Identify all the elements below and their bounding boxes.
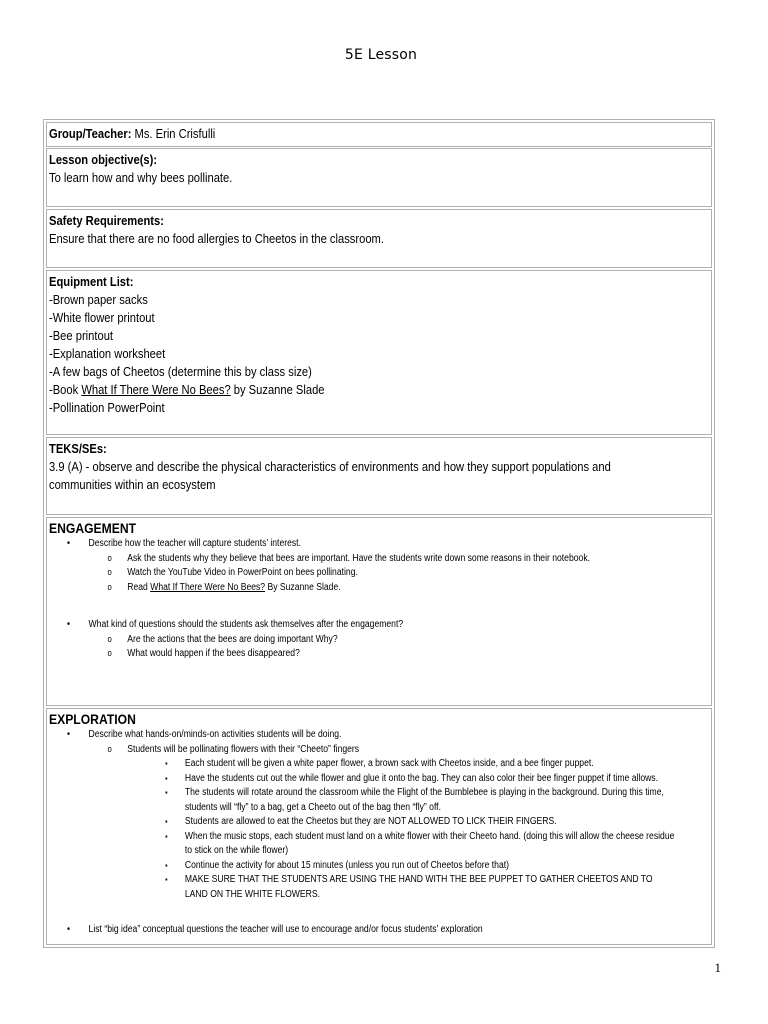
teks-text: communities within an ecosystem xyxy=(49,477,216,492)
objective-cell xyxy=(46,148,712,207)
engagement-sub-item: o Ask the students why they believe that bees are important. Have the students write down some reasons in their notebook. xyxy=(49,552,706,567)
engagement-list xyxy=(49,537,706,662)
equipment-label: Equipment List: xyxy=(49,274,134,289)
exploration-bullet: • List “big idea” conceptual questions the teacher will use to encourage and/or focus students’ exploration xyxy=(49,923,706,938)
exploration-step: ▪ Students are allowed to eat the Cheetos but they are NOT ALLOWED TO LICK THEIR FINGERS. xyxy=(49,815,706,830)
safety-label: Safety Requirements: xyxy=(49,213,164,228)
equipment-item: -A few bags of Cheetos (determine this by class size) xyxy=(49,364,312,379)
group-teacher-label: Group/Teacher: xyxy=(49,126,132,141)
safety-cell xyxy=(46,209,712,268)
objective-label: Lesson objective(s): xyxy=(49,152,158,167)
engagement-sub-item: o Read What If There Were No Bees? By Suzanne Slade. xyxy=(49,581,706,596)
engagement-sub-item: o Watch the YouTube Video in PowerPoint on bees pollinating. xyxy=(49,566,706,581)
equipment-item: -Brown paper sacks xyxy=(49,292,148,307)
lesson-table xyxy=(43,119,715,948)
exploration-heading: EXPLORATION xyxy=(49,712,136,727)
exploration-cell xyxy=(46,708,712,945)
equipment-item: -Bee printout xyxy=(49,328,114,343)
book-title: What If There Were No Bees? xyxy=(150,581,266,593)
teks-cell xyxy=(46,437,712,515)
equipment-item-book: -Book What If There Were No Bees? by Suzanne Slade xyxy=(49,382,325,397)
engagement-sub-item: o Are the actions that the bees are doing important Why? xyxy=(49,633,706,648)
equipment-item: -Explanation worksheet xyxy=(49,346,166,361)
engagement-bullet: • What kind of questions should the students ask themselves after the engagement? xyxy=(49,618,706,633)
exploration-step: ▪ Each student will be given a white paper flower, a brown sack with Cheetos inside, and a bee finger puppet. xyxy=(49,757,706,772)
group-teacher-cell xyxy=(46,122,712,147)
equipment-item: -White flower printout xyxy=(49,310,155,325)
book-title: What If There Were No Bees? xyxy=(81,382,231,397)
page-title: 5E Lesson xyxy=(344,47,418,63)
teks-label: TEKS/SEs: xyxy=(49,441,107,456)
exploration-step: ▪ Have the students cut out the while flower and glue it onto the bag. They can also color their bee finger puppet if time allows. xyxy=(49,772,706,787)
teacher-name: Ms. Erin Crisfulli xyxy=(131,126,216,141)
exploration-step: ▪ Continue the activity for about 15 minutes (unless you run out of Cheetos before that) xyxy=(49,859,706,874)
safety-text: Ensure that there are no food allergies to Cheetos in the classroom. xyxy=(49,231,384,246)
teks-text: 3.9 (A) - observe and describe the physical characteristics of environments and how they support populations and xyxy=(49,459,611,474)
equipment-item: -Pollination PowerPoint xyxy=(49,400,165,415)
exploration-step: ▪ The students will rotate around the classroom while the Flight of the Bumblebee is playing in the background. During this time, students will “fly” to a bag, get a Cheeto out of the bag then “fly” off. xyxy=(49,786,706,815)
engagement-cell xyxy=(46,517,712,706)
engagement-heading: ENGAGEMENT xyxy=(49,521,137,536)
engagement-bullet: • Describe how the teacher will capture students’ interest. xyxy=(49,537,706,552)
exploration-step: ▪ MAKE SURE THAT THE STUDENTS ARE USING THE HAND WITH THE BEE PUPPET TO GATHER CHEETOS AND TO LAND ON THE WHITE FLOWERS. xyxy=(49,873,706,902)
exploration-bullet: • Describe what hands-on/minds-on activities students will be doing. xyxy=(49,728,706,743)
page-number: 1 xyxy=(714,960,721,975)
exploration-list xyxy=(49,728,706,938)
exploration-step: ▪ When the music stops, each student must land on a white flower with their Cheeto hand. (doing this will allow the cheese residue to stick on the while flower) xyxy=(49,830,706,859)
engagement-sub-item: o What would happen if the bees disappeared? xyxy=(49,647,706,662)
exploration-sub-item: o Students will be pollinating flowers with their “Cheeto” fingers xyxy=(49,743,706,758)
equipment-cell xyxy=(46,270,712,435)
objective-text: To learn how and why bees pollinate. xyxy=(49,170,233,185)
